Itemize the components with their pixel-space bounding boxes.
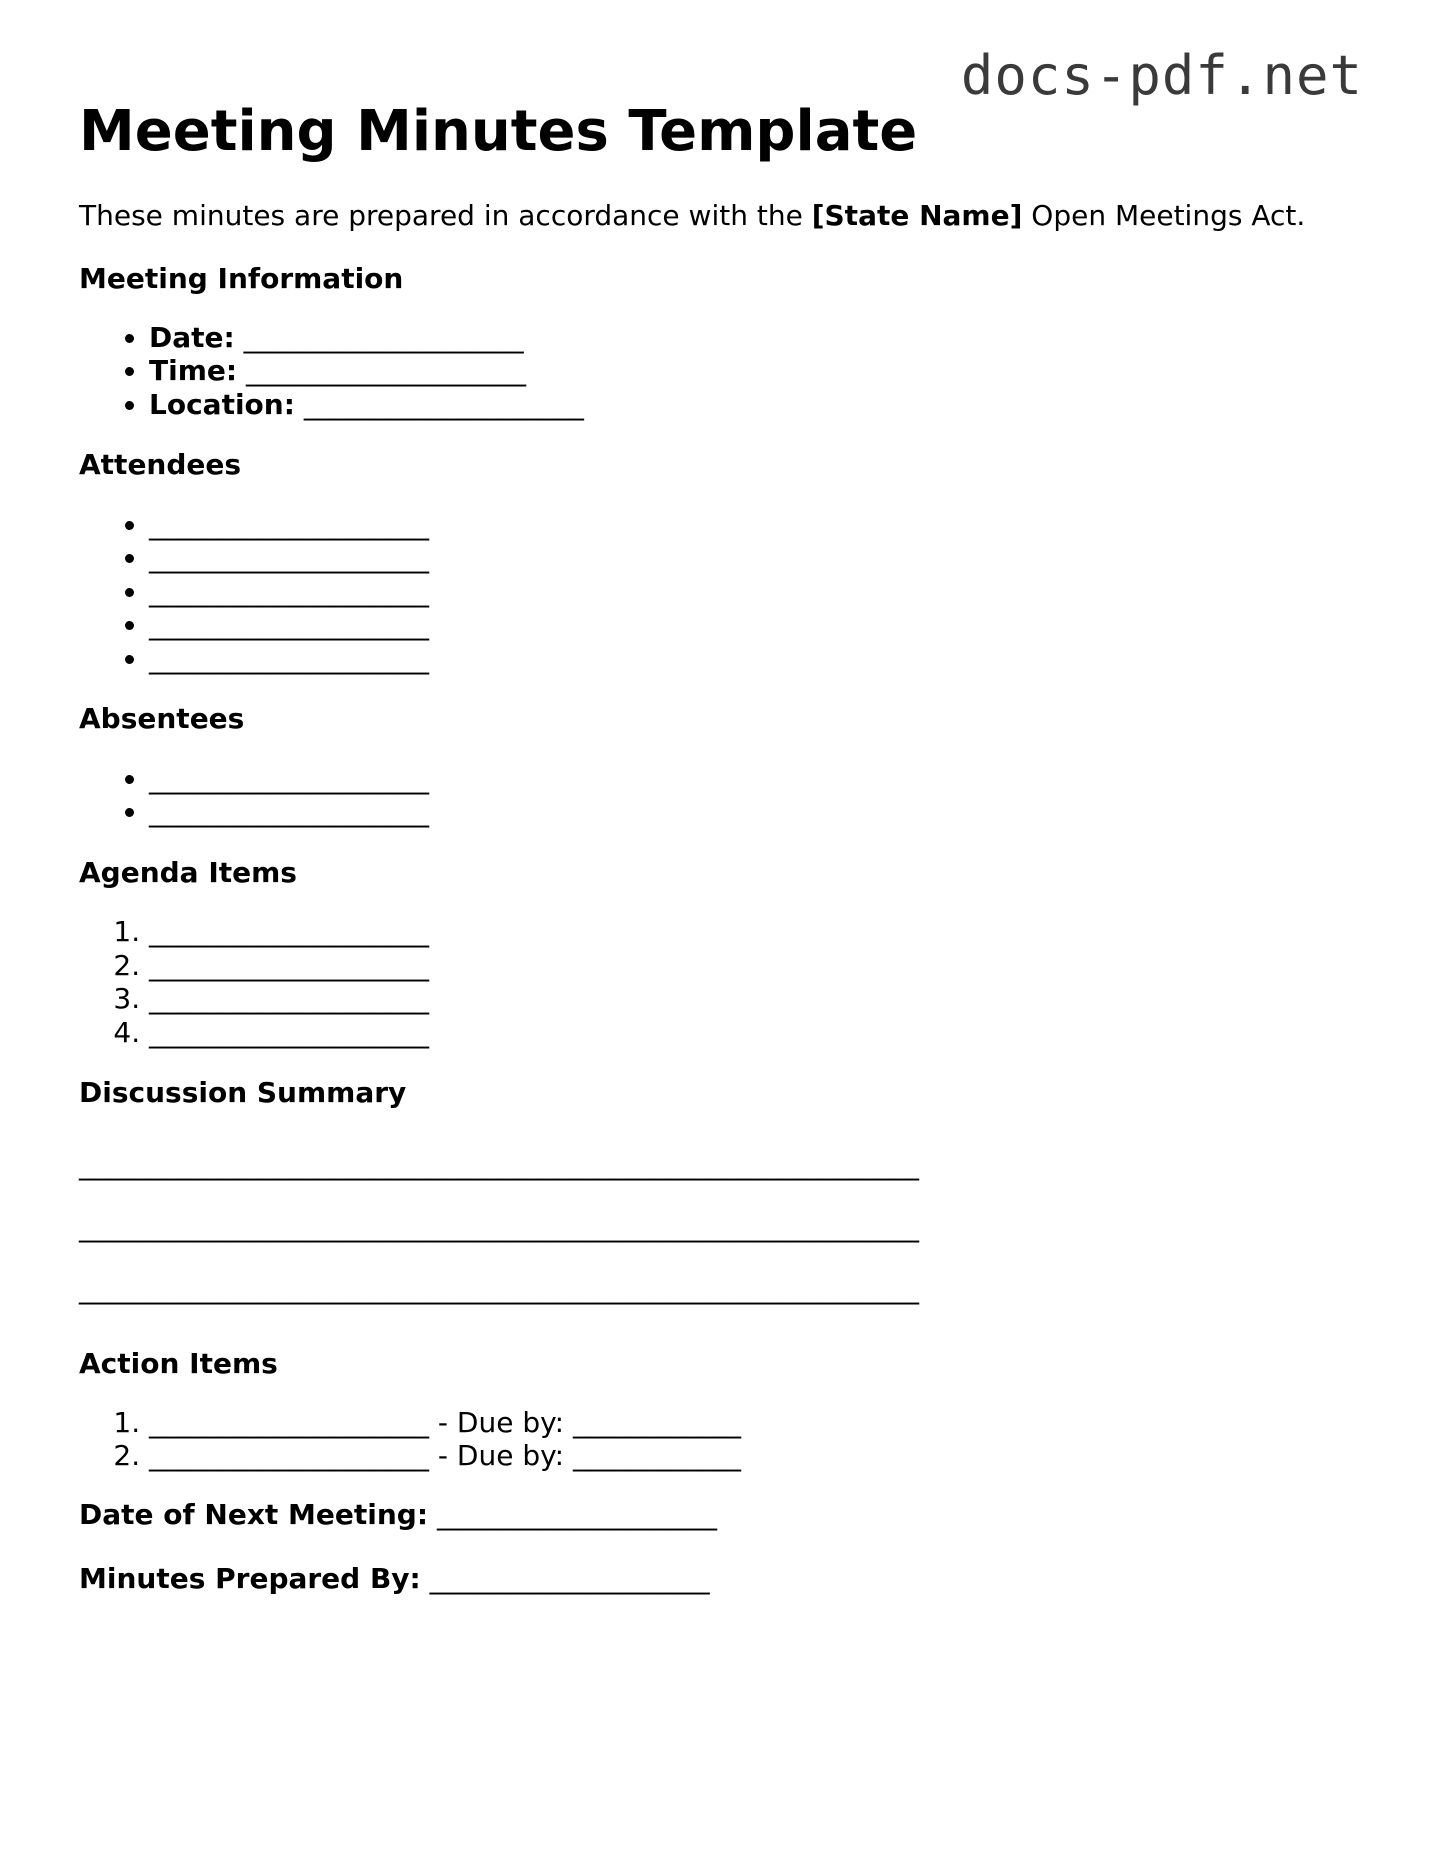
action-blank: ____________________ [149,1439,429,1473]
due-blank: ____________ [572,1405,741,1439]
list-item-date [149,321,1359,355]
absentees-section [79,701,1359,828]
discussion-summary-section [79,1075,1359,1319]
date-label: Date: [149,320,235,354]
attendees-heading: Attendees [79,448,242,482]
list-item [149,1406,1359,1440]
location-label: Location: [149,387,295,421]
list-item-time [149,354,1359,388]
action-items-section [79,1346,1359,1473]
intro-paragraph [79,198,1359,234]
due-blank: ____________ [572,1439,741,1473]
list-item: • ____________________ [149,795,1359,829]
meeting-information-list [79,321,1359,422]
time-label: Time: [149,354,238,388]
due-label: - Due by: [429,1439,573,1473]
list-item [149,1439,1359,1473]
due-label: - Due by: [429,1405,573,1439]
time-blank: ____________________ [237,354,526,388]
action-blank: ____________________ [149,1405,429,1439]
list-item: 3. ____________________ [149,982,1359,1016]
prepared-by-blank: ____________________ [420,1562,710,1596]
list-item: 2. ____________________ [149,949,1359,983]
list-item: • ____________________ [149,762,1359,796]
meeting-information-section [79,261,1359,422]
list-item: 1. ____________________ [149,915,1359,949]
list-item: • ____________________ [149,608,1359,642]
action-items-heading: Action Items [79,1346,278,1380]
next-meeting-blank: ____________________ [428,1497,717,1531]
page-title: Meeting Minutes Template [79,99,918,164]
list-item: • ____________________ [149,541,1359,575]
next-meeting-line [79,1497,1359,1533]
absentees-heading: Absentees [79,702,245,736]
next-meeting-label: Date of Next Meeting: [79,1497,429,1531]
absentees-list [79,762,1359,829]
list-item: • ____________________ [149,508,1359,542]
prepared-by-label: Minutes Prepared By: [79,1562,421,1596]
document-page [79,98,1359,1626]
attendees-section [79,447,1359,675]
meeting-information-heading: Meeting Information [79,261,404,295]
discussion-line: ____________________________________________________________ [79,1209,919,1243]
intro-text-after: Open Meetings Act. [1022,199,1306,233]
list-item-location [149,388,1359,422]
action-items-list [79,1406,1359,1473]
prepared-by-line [79,1561,1359,1597]
discussion-summary-heading: Discussion Summary [79,1076,407,1110]
intro-text-before: These minutes are prepared in accordance with the [79,199,812,233]
date-blank: ____________________ [234,320,524,354]
list-item: • ____________________ [149,642,1359,676]
attendees-list [79,508,1359,676]
location-blank: ____________________ [294,387,584,421]
agenda-items-heading: Agenda Items [79,855,297,889]
discussion-line: ____________________________________________________________ [79,1147,919,1181]
state-name-placeholder: [State Name] [811,199,1023,233]
discussion-summary-lines [79,1134,1359,1320]
list-item: 4. ____________________ [149,1016,1359,1050]
watermark: docs-pdf.net [960,44,1363,107]
discussion-line: ____________________________________________________________ [79,1271,919,1305]
agenda-items-section [79,855,1359,1049]
agenda-items-list [79,915,1359,1049]
list-item: • ____________________ [149,575,1359,609]
